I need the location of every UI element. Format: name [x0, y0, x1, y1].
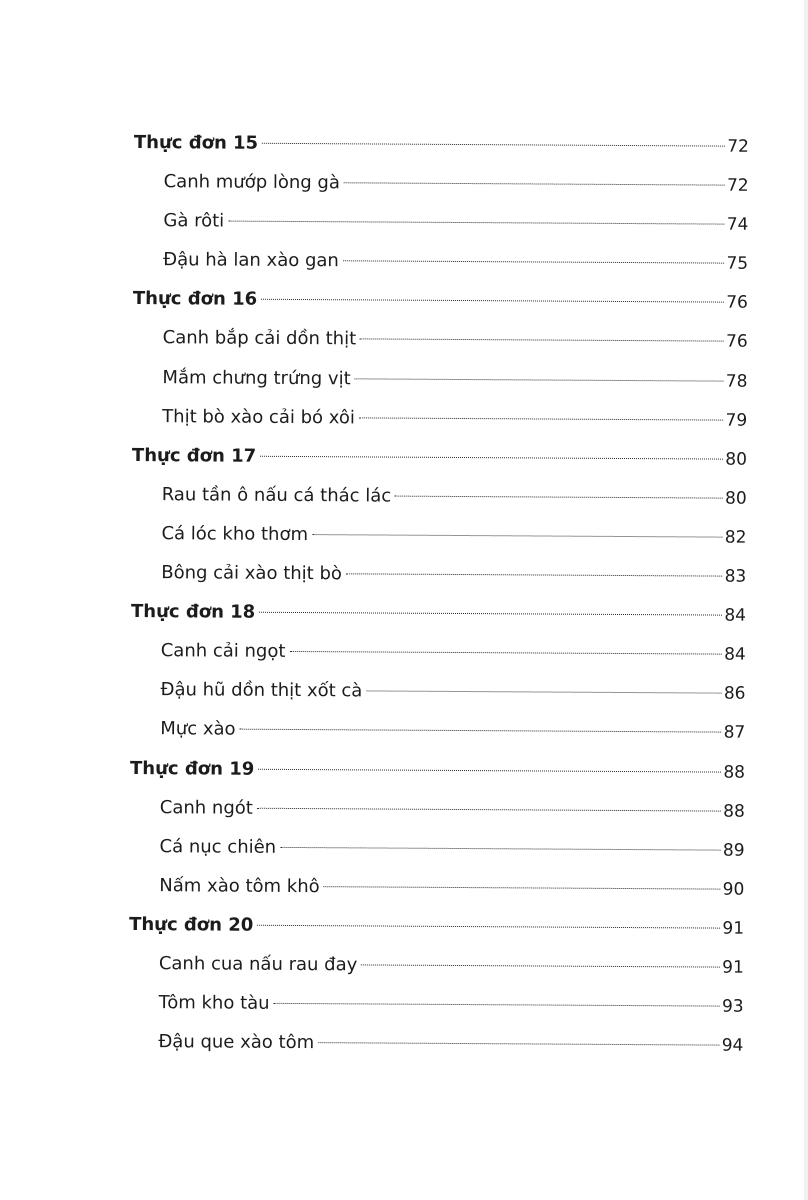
- page-number: 72: [726, 175, 749, 196]
- item-title: Đậu hà lan xào gan: [163, 249, 339, 272]
- item-title: Gà rôti: [163, 210, 225, 232]
- page-number: 91: [722, 918, 745, 939]
- dot-leader: [262, 143, 725, 147]
- toc-item[interactable]: [160, 710, 745, 753]
- item-title: Thịt bò xào cải bó xôi: [162, 405, 355, 429]
- item-title: Canh cải ngọt: [160, 640, 286, 663]
- toc-item[interactable]: [161, 553, 746, 596]
- toc-section[interactable]: [134, 123, 749, 166]
- toc-section[interactable]: [132, 436, 747, 479]
- item-title: Đậu que xào tôm: [158, 1031, 315, 1054]
- dot-leader: [366, 691, 722, 694]
- item-title: Nấm xào tôm khô: [159, 874, 320, 897]
- item-title: Bông cải xào thịt bò: [161, 562, 342, 585]
- page-number: 80: [725, 488, 747, 509]
- item-title: Canh bắp cải dồn thịt: [162, 327, 357, 350]
- dot-leader: [261, 299, 724, 303]
- toc-item[interactable]: [159, 827, 744, 870]
- toc-item[interactable]: [160, 670, 745, 713]
- item-title: Canh cua nấu rau đay: [158, 953, 358, 976]
- page-number: 87: [723, 723, 746, 744]
- page-number: 76: [726, 292, 748, 314]
- dot-leader: [361, 964, 720, 967]
- page-number: 91: [722, 957, 744, 978]
- dot-leader: [240, 729, 722, 733]
- dot-leader: [260, 456, 723, 460]
- toc-item[interactable]: [159, 866, 744, 909]
- item-title: Canh mướp lòng gà: [163, 171, 340, 194]
- page-number: 84: [724, 644, 746, 665]
- table-of-contents: [128, 123, 749, 1065]
- toc-item[interactable]: [162, 475, 747, 518]
- toc-item[interactable]: [158, 1022, 743, 1065]
- section-title: Thực đơn 19: [129, 757, 255, 780]
- toc-item[interactable]: [163, 319, 748, 362]
- toc-item[interactable]: [161, 631, 746, 674]
- page-number: 78: [725, 371, 748, 392]
- item-title: Đậu hũ dồn thịt xốt cà: [160, 679, 363, 702]
- toc-item[interactable]: [159, 983, 744, 1026]
- page-number: 80: [725, 449, 748, 470]
- toc-item[interactable]: [164, 162, 749, 205]
- item-title: Cá lóc kho thơm: [161, 523, 309, 546]
- dot-leader: [318, 1042, 720, 1045]
- page-number: 74: [726, 214, 749, 235]
- section-title: Thực đơn 16: [132, 288, 258, 311]
- page-edge-shadow: [804, 0, 808, 1200]
- dot-leader: [312, 534, 723, 538]
- dot-leader: [359, 417, 724, 420]
- dot-leader: [344, 182, 725, 185]
- toc-item[interactable]: [160, 788, 745, 831]
- section-title: Thực đơn 20: [129, 913, 254, 936]
- item-title: Cá nục chiên: [159, 835, 277, 858]
- page-number: 89: [722, 840, 745, 861]
- page-number: 83: [724, 566, 747, 587]
- page-number: 88: [723, 762, 746, 783]
- dot-leader: [395, 495, 723, 498]
- section-title: Thực đơn 15: [133, 131, 259, 154]
- dot-leader: [355, 378, 724, 381]
- item-title: Mắm chưng trứng vịt: [162, 366, 351, 389]
- toc-section[interactable]: [130, 748, 745, 791]
- toc-item[interactable]: [163, 201, 748, 244]
- dot-leader: [289, 651, 722, 655]
- toc-item[interactable]: [162, 358, 747, 401]
- page-number: 94: [721, 1035, 744, 1056]
- toc-section[interactable]: [131, 592, 746, 635]
- toc-section[interactable]: [133, 279, 748, 322]
- dot-leader: [343, 261, 725, 264]
- toc-item[interactable]: [161, 514, 746, 557]
- dot-leader: [324, 886, 721, 889]
- dot-leader: [257, 807, 721, 811]
- dot-leader: [228, 221, 725, 225]
- page-number: 84: [724, 605, 747, 626]
- dot-leader: [346, 573, 723, 576]
- page-number: 79: [725, 410, 748, 431]
- dot-leader: [259, 612, 722, 616]
- page-number: 93: [721, 996, 744, 1017]
- page-number: 72: [727, 136, 749, 157]
- dot-leader: [274, 1003, 720, 1007]
- section-title: Thực đơn 17: [131, 444, 257, 467]
- item-title: Tôm kho tàu: [158, 992, 270, 1014]
- toc-item[interactable]: [162, 397, 747, 440]
- toc-item[interactable]: [163, 240, 748, 283]
- page-number: 76: [725, 332, 748, 353]
- toc-section[interactable]: [129, 905, 744, 948]
- page-number: 90: [722, 879, 745, 900]
- page-number: 86: [723, 683, 746, 705]
- page-number: 75: [726, 253, 749, 275]
- dot-leader: [257, 925, 720, 929]
- page-number: 88: [723, 801, 745, 822]
- item-title: Mực xào: [160, 718, 236, 741]
- toc-item[interactable]: [159, 944, 744, 987]
- item-title: Canh ngót: [159, 796, 253, 819]
- item-title: Rau tần ô nấu cá thác lác: [161, 484, 392, 507]
- section-title: Thực đơn 18: [130, 601, 256, 623]
- page-number: 82: [724, 527, 747, 548]
- dot-leader: [280, 847, 721, 851]
- dot-leader: [360, 339, 724, 342]
- dot-leader: [258, 768, 721, 772]
